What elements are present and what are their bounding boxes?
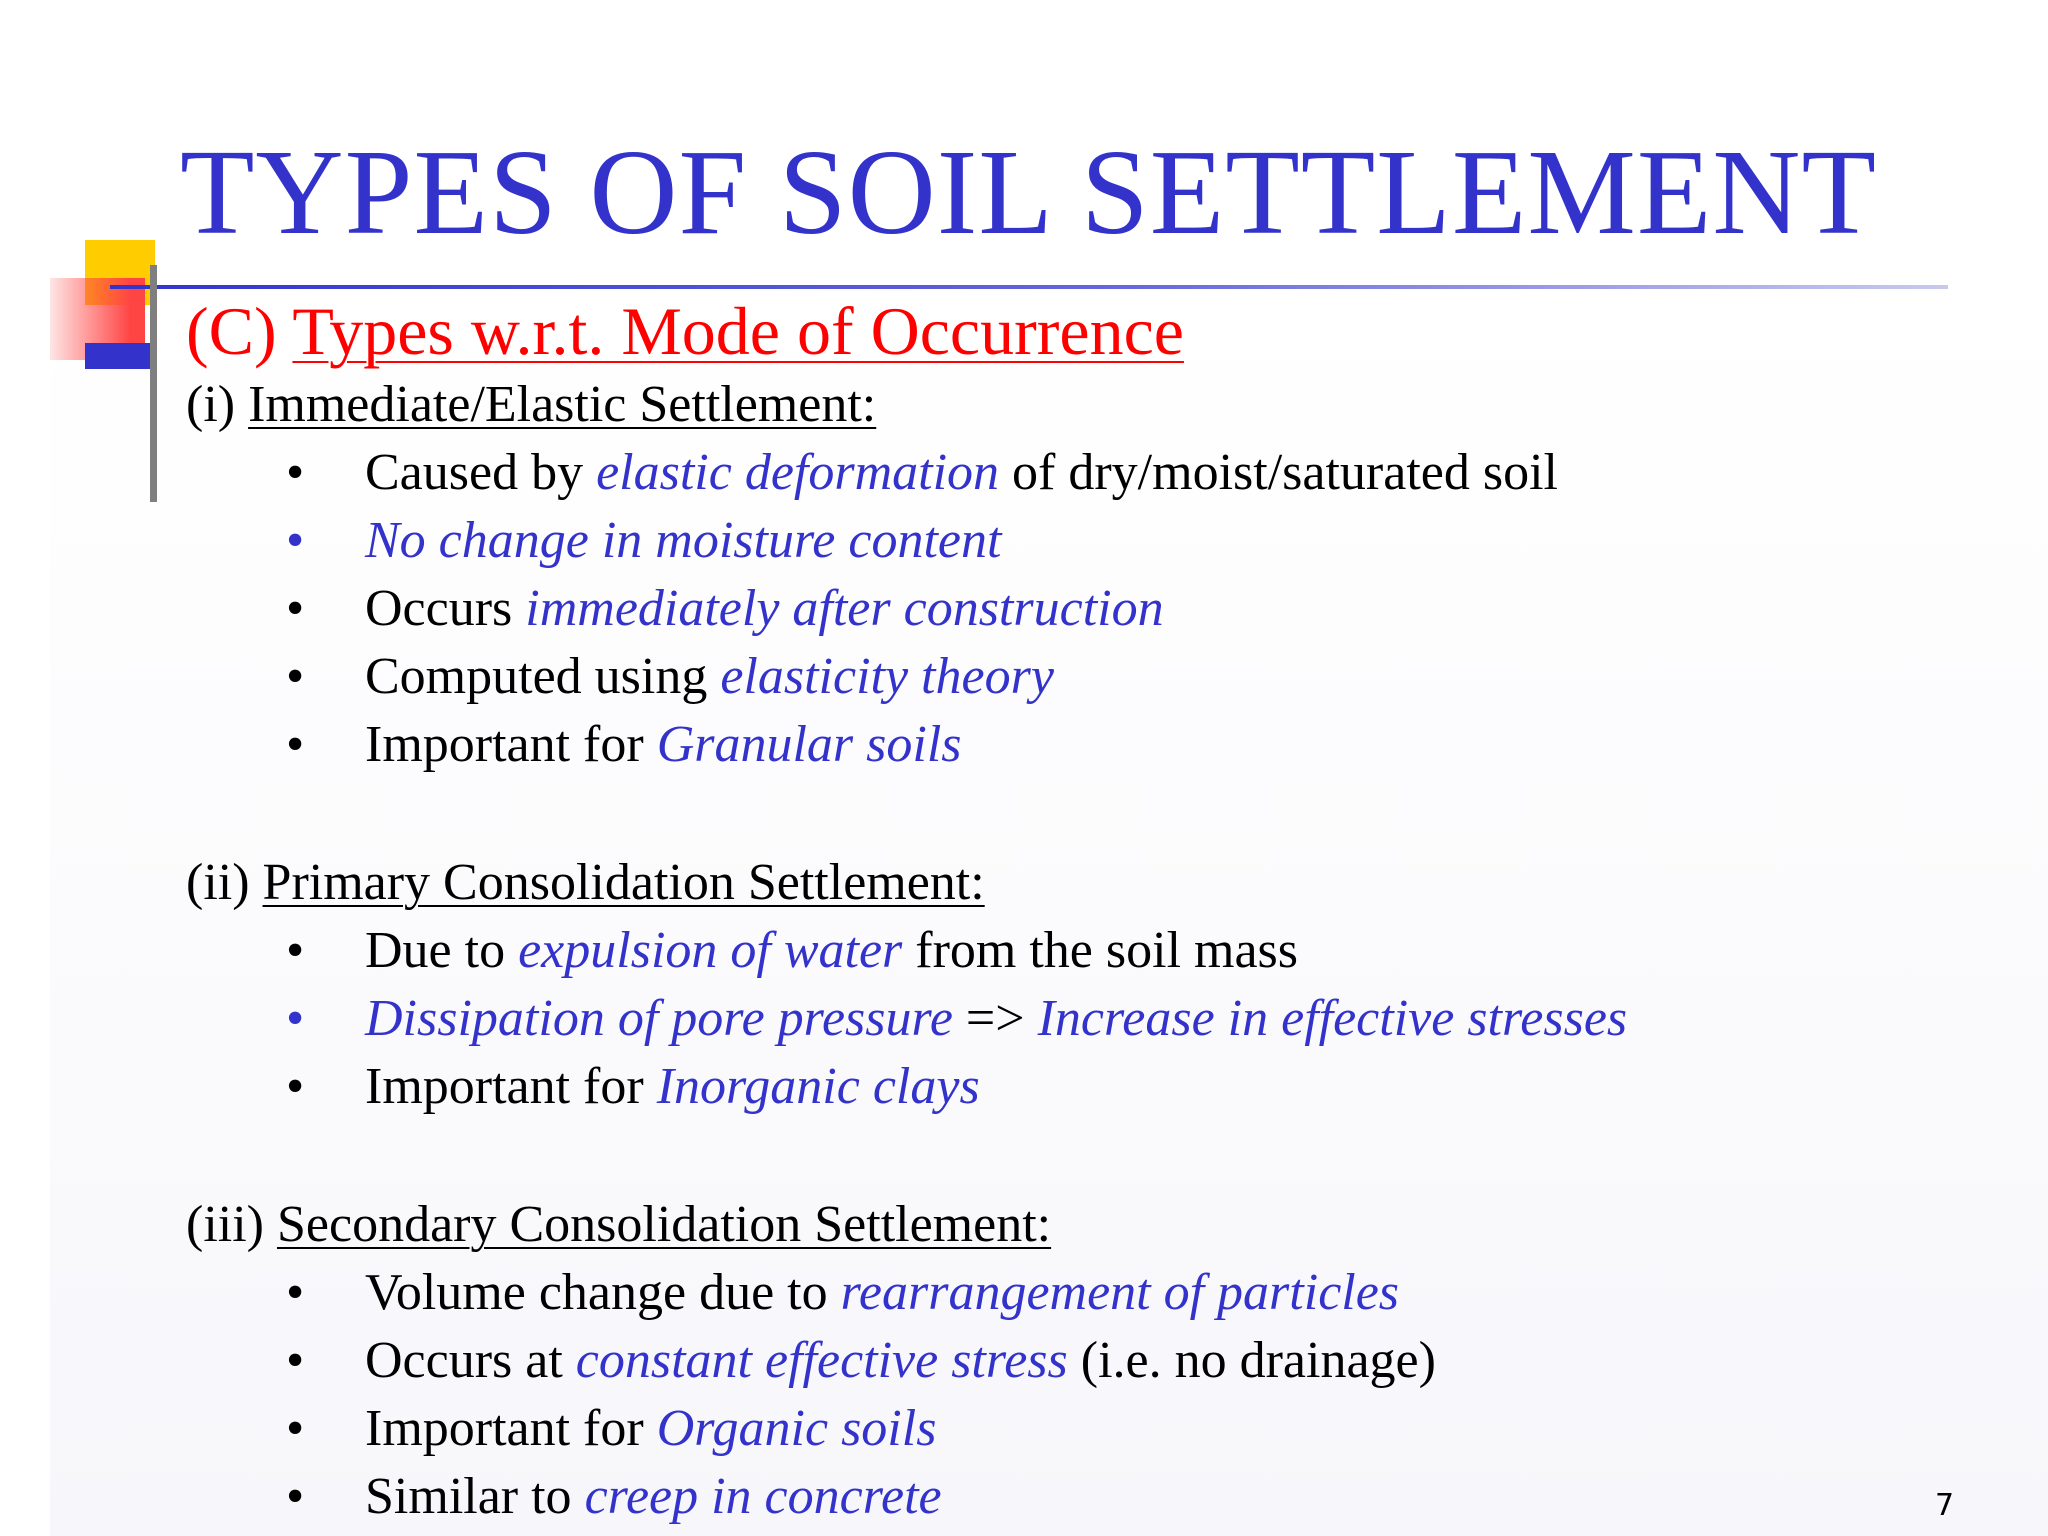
bullet-marker: • (286, 922, 305, 979)
bullet-emphasis: elastic deformation (596, 444, 1000, 501)
bullet-emphasis: No change in moisture content (365, 512, 1002, 569)
bullet-marker: • (286, 580, 305, 637)
decor-vertical-line (150, 265, 157, 502)
bullet-text: Occurs at (365, 1332, 576, 1389)
bullet-emphasis: rearrangement of particles (840, 1264, 1400, 1321)
bullet-text: Important for (365, 716, 657, 773)
bullet-marker: • (286, 648, 305, 705)
section-heading-secondary (186, 1195, 1051, 1255)
bullet-marker: • (286, 1332, 305, 1389)
bullet-emphasis: elasticity theory (720, 648, 1054, 705)
bullet-text: Occurs (365, 580, 526, 637)
bullet-text: of dry/moist/saturated soil (999, 444, 1558, 501)
bullet-emphasis: Increase in effective stresses (1037, 990, 1628, 1047)
bullet-text: Important for (365, 1400, 657, 1457)
bullet-marker: • (286, 1468, 305, 1525)
decor-blue-bar (85, 343, 155, 369)
bullet-text: Due to (365, 922, 519, 979)
bullet-text: Volume change due to (365, 1264, 841, 1321)
bullet-emphasis: Organic soils (656, 1400, 937, 1457)
section-heading-immediate (186, 375, 876, 435)
bullet-text: Important for (365, 1058, 657, 1115)
bullet-text: Computed using (365, 648, 721, 705)
slide-title: TYPES OF SOIL SETTLEMENT (180, 125, 1877, 260)
section-heading-primary (186, 853, 985, 913)
bullet-text: => (952, 990, 1038, 1047)
bullet-emphasis: creep in concrete (584, 1468, 942, 1525)
bullet-text: from the soil mass (902, 922, 1299, 979)
bullet-emphasis: Dissipation of pore pressure (365, 990, 953, 1047)
subtitle-prefix: (C) (186, 293, 293, 369)
bullet-marker: • (286, 716, 305, 773)
bullet-emphasis: Granular soils (656, 716, 962, 773)
page-number: 7 (1935, 1488, 1955, 1523)
bullet-emphasis: Inorganic clays (656, 1058, 980, 1115)
bullet-marker: • (286, 512, 305, 569)
bullet-text: Caused by (365, 444, 597, 501)
bullet-emphasis: immediately after construction (525, 580, 1164, 637)
subtitle-text: Types w.r.t. Mode of Occurrence (292, 293, 1184, 369)
bullet-marker: • (286, 1400, 305, 1457)
bullet-text: (i.e. no drainage) (1067, 1332, 1436, 1389)
bullet-emphasis: expulsion of water (518, 922, 903, 979)
section-heading-text: Secondary Consolidation Settlement: (276, 1196, 1052, 1253)
bullet-text: Similar to (365, 1468, 585, 1525)
section-prefix: (ii) (186, 854, 263, 911)
section-heading-text: Immediate/Elastic Settlement: (248, 376, 877, 433)
bullet-marker: • (286, 1058, 305, 1115)
slide-subtitle (186, 292, 1184, 370)
bullet-emphasis: constant effective stress (575, 1332, 1068, 1389)
section-prefix: (i) (186, 376, 249, 433)
section-heading-text: Primary Consolidation Settlement: (262, 854, 985, 911)
section-prefix: (iii) (186, 1196, 277, 1253)
title-divider-line (110, 285, 1948, 289)
bullet-marker: • (286, 1264, 305, 1321)
bullet-marker: • (286, 444, 305, 501)
bullet-marker: • (286, 990, 305, 1047)
